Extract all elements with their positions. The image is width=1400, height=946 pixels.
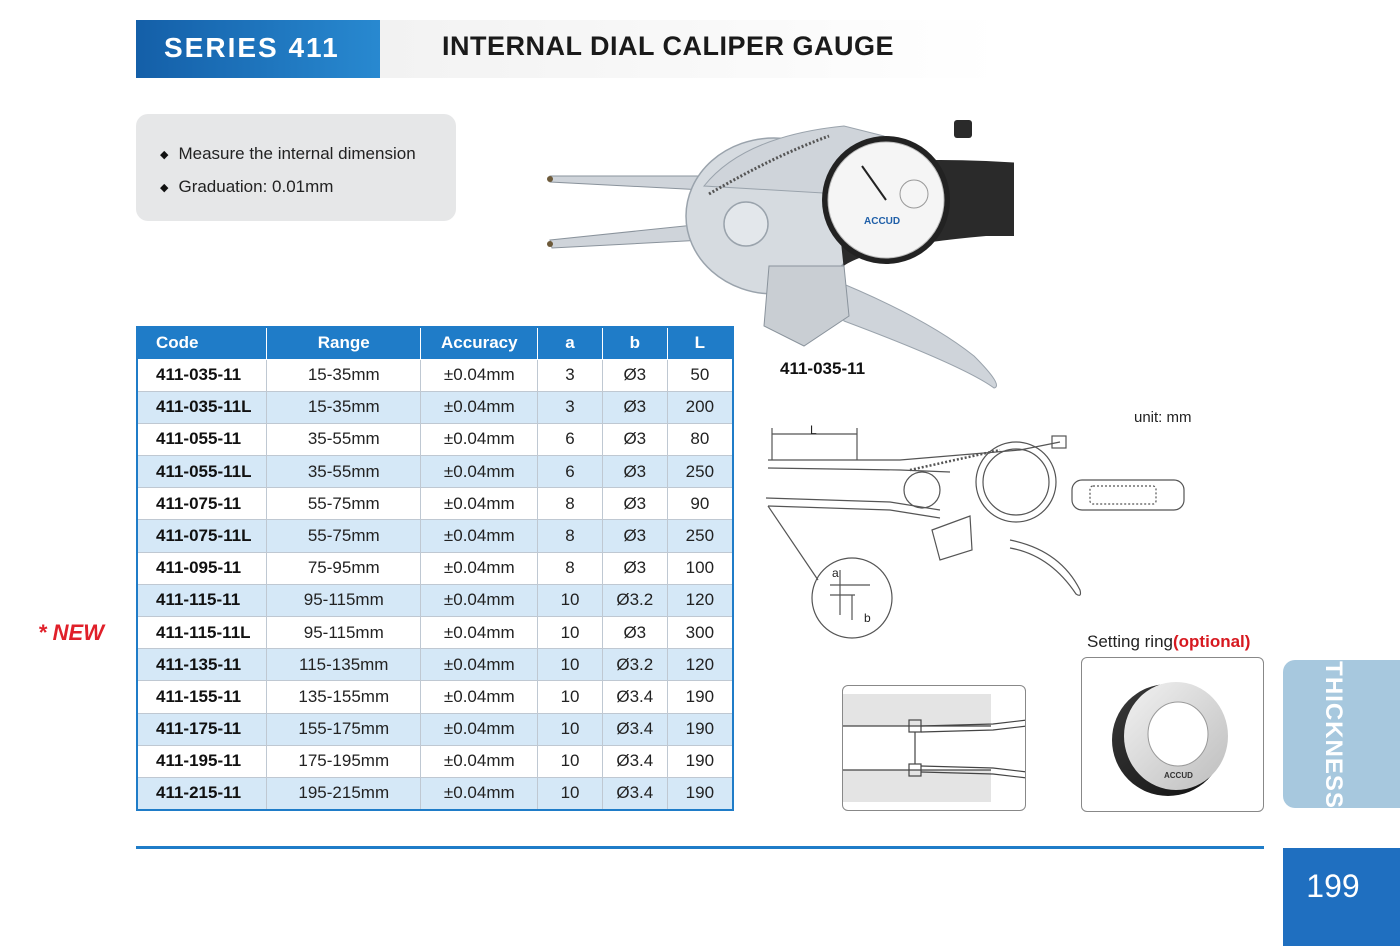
setting-ring-photo <box>1081 657 1264 812</box>
diamond-bullet-icon: ◆ <box>160 148 169 161</box>
cell-a: 8 <box>538 552 603 584</box>
table-row <box>137 681 733 713</box>
setting-ring-label: Setting ring <box>1087 632 1173 651</box>
cell-b: Ø3 <box>602 359 667 391</box>
cell-code: 411-035-11L <box>137 391 267 423</box>
footer-divider <box>136 846 1264 849</box>
table-row <box>137 391 733 423</box>
cell-accuracy: ±0.04mm <box>421 649 538 681</box>
setting-ring-caption <box>1087 632 1250 652</box>
cell-accuracy: ±0.04mm <box>421 552 538 584</box>
features-box <box>136 114 456 221</box>
cell-l: 300 <box>667 617 733 649</box>
cell-l: 200 <box>667 391 733 423</box>
cell-a: 10 <box>538 584 603 616</box>
cell-b: Ø3 <box>602 456 667 488</box>
cell-code: 411-135-11 <box>137 649 267 681</box>
cell-b: Ø3 <box>602 520 667 552</box>
diamond-bullet-icon: ◆ <box>160 181 169 194</box>
feature-text: Graduation: 0.01mm <box>178 177 334 196</box>
spec-table <box>136 326 734 811</box>
cell-b: Ø3 <box>602 391 667 423</box>
cell-code: 411-215-11 <box>137 777 267 809</box>
cell-accuracy: ±0.04mm <box>421 488 538 520</box>
drawing-label-l: L <box>810 423 817 437</box>
cell-l: 120 <box>667 584 733 616</box>
cell-code: 411-115-11 <box>137 584 267 616</box>
cell-b: Ø3.4 <box>602 777 667 809</box>
table-row <box>137 745 733 777</box>
cell-accuracy: ±0.04mm <box>421 777 538 809</box>
table-row <box>137 456 733 488</box>
usage-illustration <box>842 685 1026 811</box>
table-row <box>137 584 733 616</box>
cell-b: Ø3 <box>602 423 667 455</box>
col-header-a: a <box>538 327 603 359</box>
cell-range: 55-75mm <box>267 488 421 520</box>
cell-a: 10 <box>538 617 603 649</box>
cell-range: 15-35mm <box>267 359 421 391</box>
col-header-range: Range <box>267 327 421 359</box>
cell-code: 411-155-11 <box>137 681 267 713</box>
cell-l: 100 <box>667 552 733 584</box>
cell-range: 35-55mm <box>267 423 421 455</box>
cell-a: 6 <box>538 456 603 488</box>
cell-code: 411-195-11 <box>137 745 267 777</box>
feature-item <box>160 144 456 164</box>
cell-a: 10 <box>538 777 603 809</box>
drawing-label-a: a <box>832 566 839 580</box>
table-row <box>137 713 733 745</box>
product-code-label: 411-035-11 <box>780 359 866 378</box>
cell-code: 411-115-11L <box>137 617 267 649</box>
cell-range: 55-75mm <box>267 520 421 552</box>
cell-a: 6 <box>538 423 603 455</box>
cell-accuracy: ±0.04mm <box>421 520 538 552</box>
cell-l: 120 <box>667 649 733 681</box>
col-header-code: Code <box>137 327 267 359</box>
cell-b: Ø3 <box>602 488 667 520</box>
cell-a: 10 <box>538 745 603 777</box>
table-row <box>137 423 733 455</box>
col-header-l: L <box>667 327 733 359</box>
cell-a: 3 <box>538 359 603 391</box>
cell-accuracy: ±0.04mm <box>421 745 538 777</box>
table-row <box>137 359 733 391</box>
cell-code: 411-075-11 <box>137 488 267 520</box>
unit-label: unit: mm <box>1134 409 1192 426</box>
cell-b: Ø3.4 <box>602 681 667 713</box>
cell-accuracy: ±0.04mm <box>421 391 538 423</box>
cell-b: Ø3.4 <box>602 745 667 777</box>
table-row <box>137 520 733 552</box>
cell-l: 190 <box>667 713 733 745</box>
cell-range: 135-155mm <box>267 681 421 713</box>
optional-label: (optional) <box>1173 632 1251 651</box>
cell-accuracy: ±0.04mm <box>421 617 538 649</box>
cell-range: 195-215mm <box>267 777 421 809</box>
table-row <box>137 617 733 649</box>
new-tag: * NEW <box>38 620 104 645</box>
cell-accuracy: ±0.04mm <box>421 584 538 616</box>
cell-accuracy: ±0.04mm <box>421 456 538 488</box>
section-tab-label: THICKNESS <box>1320 661 1347 809</box>
cell-code: 411-055-11L <box>137 456 267 488</box>
table-row <box>137 649 733 681</box>
series-label: SERIES 411 <box>164 32 340 63</box>
cell-a: 8 <box>538 488 603 520</box>
cell-b: Ø3.4 <box>602 713 667 745</box>
cell-range: 35-55mm <box>267 456 421 488</box>
cell-l: 250 <box>667 456 733 488</box>
cell-l: 190 <box>667 745 733 777</box>
cell-b: Ø3.2 <box>602 584 667 616</box>
table-row <box>137 777 733 809</box>
cell-range: 175-195mm <box>267 745 421 777</box>
technical-drawing <box>760 420 1200 655</box>
cell-a: 10 <box>538 713 603 745</box>
feature-item <box>160 177 456 197</box>
dial-brand: ACCUD <box>864 216 901 227</box>
cell-l: 90 <box>667 488 733 520</box>
drawing-label-b: b <box>864 611 871 625</box>
col-header-b: b <box>602 327 667 359</box>
ring-brand: ACCUD <box>1164 771 1193 780</box>
cell-code: 411-035-11 <box>137 359 267 391</box>
page-number: 199 <box>1306 868 1360 904</box>
cell-a: 10 <box>538 649 603 681</box>
cell-l: 50 <box>667 359 733 391</box>
cell-b: Ø3.2 <box>602 649 667 681</box>
cell-l: 80 <box>667 423 733 455</box>
feature-text: Measure the internal dimension <box>178 144 416 163</box>
cell-l: 250 <box>667 520 733 552</box>
table-row <box>137 552 733 584</box>
cell-accuracy: ±0.04mm <box>421 681 538 713</box>
cell-range: 155-175mm <box>267 713 421 745</box>
table-row <box>137 488 733 520</box>
table-header-row <box>137 327 733 359</box>
col-header-accuracy: Accuracy <box>421 327 538 359</box>
cell-code: 411-175-11 <box>137 713 267 745</box>
cell-code: 411-095-11 <box>137 552 267 584</box>
cell-a: 10 <box>538 681 603 713</box>
cell-code: 411-075-11L <box>137 520 267 552</box>
cell-b: Ø3 <box>602 617 667 649</box>
cell-accuracy: ±0.04mm <box>421 423 538 455</box>
cell-a: 8 <box>538 520 603 552</box>
cell-range: 95-115mm <box>267 617 421 649</box>
cell-a: 3 <box>538 391 603 423</box>
cell-code: 411-055-11 <box>137 423 267 455</box>
cell-range: 75-95mm <box>267 552 421 584</box>
cell-l: 190 <box>667 681 733 713</box>
cell-range: 115-135mm <box>267 649 421 681</box>
cell-range: 95-115mm <box>267 584 421 616</box>
cell-accuracy: ±0.04mm <box>421 359 538 391</box>
cell-accuracy: ±0.04mm <box>421 713 538 745</box>
page-title: INTERNAL DIAL CALIPER GAUGE <box>442 31 895 61</box>
cell-range: 15-35mm <box>267 391 421 423</box>
cell-l: 190 <box>667 777 733 809</box>
cell-b: Ø3 <box>602 552 667 584</box>
